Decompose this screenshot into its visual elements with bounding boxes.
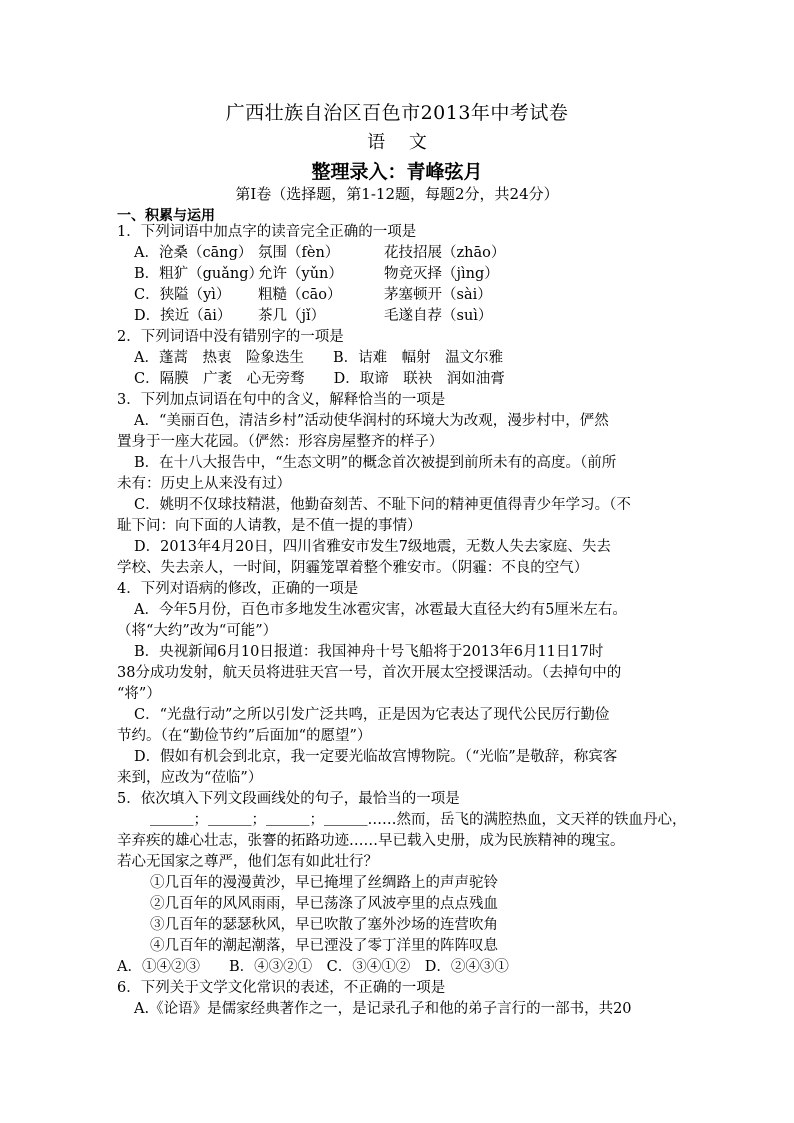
option-d-word-2: 茶几（jǐ） [258,308,326,324]
question-4-option-a: A．今年5月份，百色市多地发生冰雹灾害，冰雹最大直径大约有5厘米左右。 [134,602,627,618]
question-1-option-a [134,243,505,263]
question-5-sentence-3: ③几百年的瑟瑟秋风，早已吹散了塞外沙场的连营吹角 [150,917,498,933]
option-c-word-2: 粗糙（cāo） [258,287,342,303]
option-b-word-3: 物竞灭择（jìng） [384,266,499,282]
subject-title: 语 文 [367,132,427,153]
question-4-option-b-cont-2: “将”） [117,686,161,702]
question-3-stem: 3．下列加点词语在句中的含义，解释恰当的一项是 [117,392,446,408]
question-4-option-d-cont: 来到，应改为“莅临”） [117,770,263,786]
question-5-sentence-4: ④几百年的潮起潮落，早已湮没了零丁洋里的阵阵叹息 [150,938,498,954]
question-3-option-a-cont: 置身于一座大花园。（俨然：形容房屋整齐的样子） [117,434,444,450]
question-4-option-a-cont: （将“大约”改为“可能”） [117,623,278,639]
question-2-stem: 2．下列词语中没有错别字的一项是 [117,329,344,345]
question-1-stem: 1．下列词语中加点字的读音完全正确的一项是 [117,224,417,240]
question-1-option-b [134,264,499,284]
question-5-passage-line-1: ＿＿＿；＿＿＿；＿＿＿；＿＿＿……然而，岳飞的满腔热血，文天祥的铁血丹心， [150,812,687,828]
option-d-word-3: 毛遂自荐（suì） [384,308,493,324]
option-b-word-1: B．粗犷（guǎng） [134,266,264,282]
question-3-option-c: C．姚明不仅球技精湛，他勤奋刻苦、不耻下问的精神更值得青少年学习。（不 [134,497,631,513]
question-1-option-d [134,306,492,326]
question-5-stem: 5．依次填入下列文段画线处的句子，最恰当的一项是 [117,791,460,807]
question-4-option-c-cont: 节约。（在“勤俭节约”后面加“的愿望”） [117,728,372,744]
question-3-option-c-cont: 耻下问：向下面的人请教，是不值一提的事情） [117,518,422,534]
question-2-options-ab: A．蓬蒿 热衷 险象迭生 B．诘难 幅射 温文尔雅 [134,350,504,366]
question-1-option-c [134,285,492,305]
question-3-option-d: D．2013年4月20日，四川省雅安市发生7级地震，无数人失去家庭、失去 [134,539,611,555]
option-a-word-1: A．沧桑（cāng） [134,245,253,261]
volume-heading: 第Ⅰ卷（选择题，第1-12题，每题2分，共24分） [235,185,559,203]
option-a-word-3: 花技招展（zhāo） [384,245,506,261]
section-heading: 一、积累与运用 [117,208,215,224]
question-4-option-d: D．假如有机会到北京，我一定要光临故宫博物院。（“光临”是敬辞，称宾客 [134,749,618,765]
question-5-choices: A．①④②③ B．④③②① C．③④①② D．②④③① [117,959,509,975]
option-b-word-2: 允许（yǔn） [258,266,343,282]
question-2-options-cd: C．隔膜 广袤 心无旁骛 D．取谛 联袂 润如油膏 [134,371,505,387]
question-3-option-a: A．“美丽百色，清洁乡村”活动使华润村的环境大为改观，漫步村中，俨然 [134,413,609,429]
option-a-word-2: 氛围（fèn） [258,245,340,261]
question-5-passage-line-2: 辛弃疾的雄心壮志，张謇的拓路功迹……早已载入史册，成为民族精神的瑰宝。 [117,833,625,849]
question-4-option-b: B．央视新闻6月10日报道：我国神舟十号飞船将于2013年6月11日17时 [134,644,604,660]
question-3-option-b-cont: 未有：历史上从来没有过） [117,476,291,492]
question-3-option-b: B．在十八大报告中，“生态文明”的概念首次被提到前所未有的高度。（前所 [134,455,617,471]
question-4-stem: 4．下列对语病的修改，正确的一项是 [117,581,359,597]
question-5-sentence-1: ①几百年的漫漫黄沙，早已掩埋了丝绸路上的声声驼铃 [150,875,498,891]
exam-title: 广西壮族自治区百色市2013年中考试卷 [225,102,569,124]
question-6-option-a: A.《论语》是儒家经典著作之一，是记录孔子和他的弟子言行的一部书，共20 [134,1001,632,1017]
question-5-passage-line-3: 若心无国家之尊严，他们怎有如此壮行？ [117,854,378,870]
option-c-word-3: 茅塞顿开（sài） [384,287,492,303]
compiler-credit: 整理录入：青峰弦月 [311,161,483,183]
question-4-option-b-cont: 38分成功发射，航天员将进驻天宫一号，首次开展太空授课活动。（去掉句中的 [117,665,622,681]
option-c-word-1: C．狭隘（yì） [134,287,231,303]
question-4-option-c: C．“光盘行动”之所以引发广泛共鸣，正是因为它表达了现代公民厉行勤俭 [134,707,610,723]
question-3-option-d-cont: 学校、失去亲人，一时间，阴霾笼罩着整个雅安市。（阴霾：不良的空气） [117,560,589,576]
question-5-sentence-2: ②几百年的风风雨雨，早已荡涤了风波亭里的点点残血 [150,896,498,912]
question-6-stem: 6．下列关于文学文化常识的表述，不正确的一项是 [117,980,446,996]
option-d-word-1: D．挨近（āi） [134,308,232,324]
